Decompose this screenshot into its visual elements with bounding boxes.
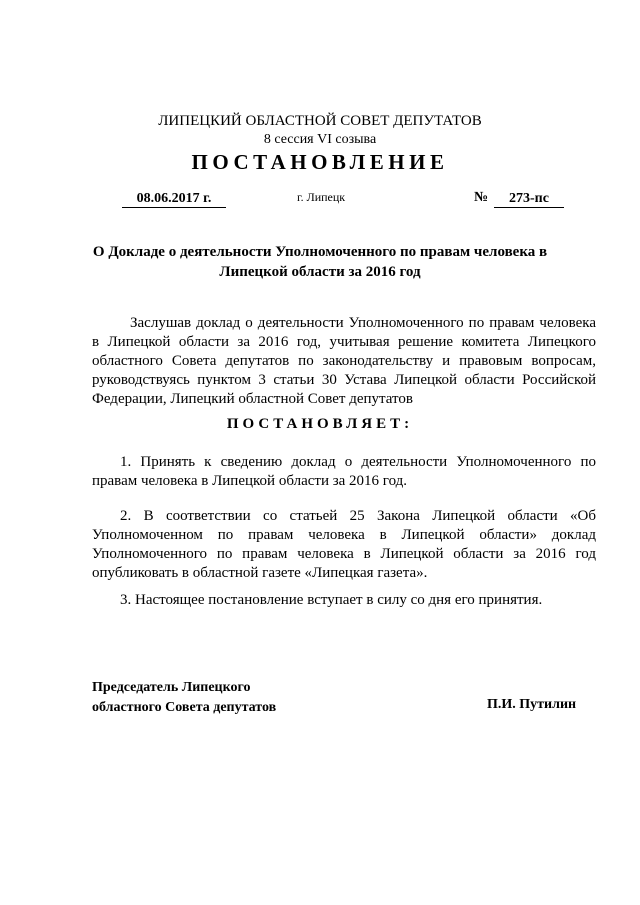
intro-paragraph: Заслушав доклад о деятельности Уполномоченного по правам человека в Липецкой области за 2016 год, учитывая решение комитета Липецкого областного Совета депутатов по законодательству и правовым вопросам, руководствуясь пунктом 3 статьи 30 Устава Липецкой области Российской Федерации, Липецкий областной Совет депутатов: [92, 315, 596, 407]
document-city: г. Липецк: [297, 190, 346, 204]
organization-name: ЛИПЕЦКИЙ ОБЛАСТНОЙ СОВЕТ ДЕПУТАТОВ: [158, 113, 482, 129]
document-number: 273-пс: [494, 190, 564, 208]
signatory-title: [92, 678, 276, 718]
decree-item-2: 2. В соответствии со статьей 25 Закона Липецкой области «Об Уполномоченном по правам человека в Липецкой области» доклад Уполномоченного по правам человека в Липецкой области за 2016 год опубликовать в областной газете «Липецкая газета».: [92, 508, 596, 581]
subject-line-2: Липецкой области за 2016 год: [219, 264, 421, 280]
number-sign: №: [474, 190, 489, 205]
signatory-title-line-2: областного Совета депутатов: [92, 700, 277, 715]
subject-line-1: О Докладе о деятельности Уполномоченного по правам человека в: [92, 244, 548, 260]
document-subject: [0, 242, 640, 282]
document-date: 08.06.2017 г.: [122, 190, 226, 208]
decree-heading: ПОСТАНОВЛЯЕТ:: [226, 416, 414, 432]
signatory-title-line-1: Председатель Липецкого: [92, 680, 251, 695]
session-info: 8 сессия VI созыва: [263, 132, 377, 147]
document-type-title: ПОСТАНОВЛЕНИЕ: [191, 150, 449, 174]
decree-item-3: 3. Настоящее постановление вступает в силу со дня его принятия.: [120, 592, 543, 608]
signatory-name: П.И. Путилин: [487, 697, 577, 712]
decree-item-1: 1. Принять к сведению доклад о деятельности Уполномоченного по правам человека в Липецкой области за 2016 год.: [92, 454, 596, 489]
